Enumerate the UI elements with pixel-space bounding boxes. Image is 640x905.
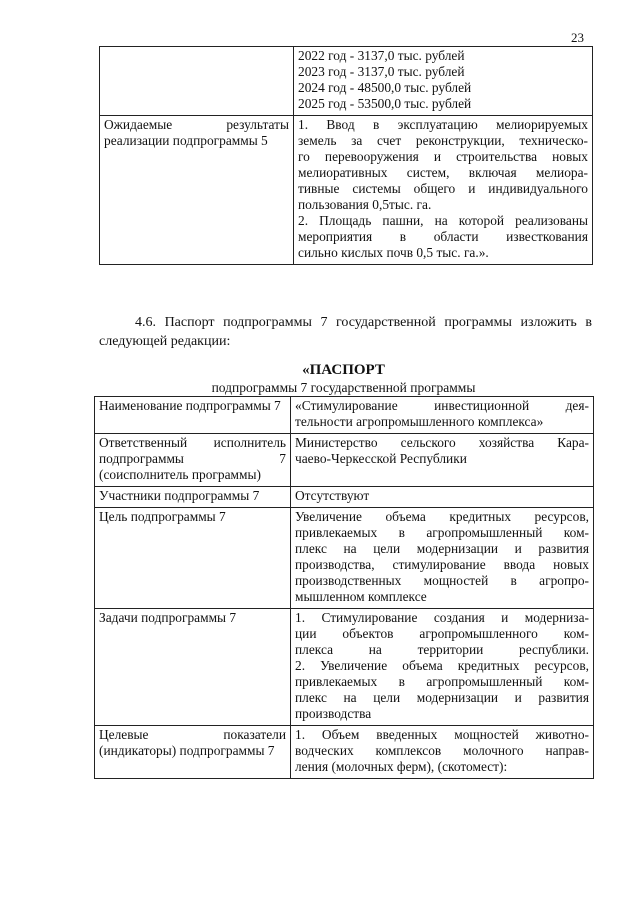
row-label: Участники подпрограммы 7 <box>95 487 291 508</box>
table-row <box>95 434 594 487</box>
passport-subtitle: подпрограммы 7 государственной программы <box>211 380 476 395</box>
table-row <box>95 508 594 609</box>
row-value <box>291 397 594 434</box>
text-line: чаево-Черкесской Республики <box>295 451 467 466</box>
text-line: мероприятия в области известкования <box>298 229 588 244</box>
text-line: мелиоративных систем, включая мелиора- <box>298 165 588 180</box>
text-line: 1. Стимулирование создания и модерниза- <box>295 610 589 625</box>
text-line: производства, стимулирование ввода новых <box>295 557 589 572</box>
row-value <box>291 434 594 487</box>
text-line: ления (молочных ферм), (скотомест): <box>295 759 508 774</box>
passport-table <box>94 396 594 779</box>
text-line: тельности агропромышленного комплекса» <box>295 414 544 429</box>
text-line: привлекаемых в агропромышленный ком- <box>295 674 589 689</box>
table-row <box>95 397 594 434</box>
text-line: 1. Объем введенных мощностей животно- <box>295 727 589 742</box>
text-line: го перевооружения и строительства новых <box>298 149 588 164</box>
row-label: Цель подпрограммы 7 <box>95 508 291 609</box>
table-row <box>100 116 593 265</box>
body-paragraph: 4.6. Паспорт подпрограммы 7 государственной программы изложить в следующей редакции: <box>99 315 592 349</box>
text-line: плекса на территории республики. <box>295 642 589 657</box>
text-line: мышленном комплексе <box>295 589 427 604</box>
text-line: плекс на цели модернизации и развития <box>295 690 589 705</box>
text-line: производственных мощностей в агропро- <box>295 573 589 588</box>
row-value <box>291 726 594 779</box>
passport-title: «ПАСПОРТ <box>302 362 385 378</box>
row-value <box>291 487 594 508</box>
text-line: 1. Ввод в эксплуатацию мелиорируемых <box>298 117 588 132</box>
page-number: 23 <box>571 30 584 45</box>
funding-line: 2022 год - 3137,0 тыс. рублей <box>298 48 465 63</box>
text-line: Министерство сельского хозяйства Кара- <box>295 435 589 450</box>
text-line: «Стимулирование инвестиционной дея- <box>295 398 589 413</box>
text-line: привлекаемых в агропромышленный ком- <box>295 525 589 540</box>
funding-line: 2025 год - 53500,0 тыс. рублей <box>298 96 472 111</box>
row-value <box>294 47 593 116</box>
text-line: Увеличение объема кредитных ресурсов, <box>295 509 589 524</box>
row-label: Наименование подпрограммы 7 <box>95 397 291 434</box>
text-line: 2. Увеличение объема кредитных ресурсов, <box>295 658 589 673</box>
row-label: Ожидаемые результаты реализации подпрограммы 5 <box>100 116 294 265</box>
row-label <box>100 47 294 116</box>
text-line: водческих комплексов молочного направ- <box>295 743 589 758</box>
table-row <box>95 609 594 726</box>
text-line: сильно кислых почв 0,5 тыс. га.». <box>298 245 489 260</box>
funding-continuation-table <box>99 46 593 265</box>
funding-line: 2023 год - 3137,0 тыс. рублей <box>298 64 465 79</box>
table-row <box>95 487 594 508</box>
row-value <box>294 116 593 265</box>
row-label: Ответственный исполнитель подпрограммы 7 (соисполнитель программы) <box>95 434 291 487</box>
table-row <box>95 726 594 779</box>
text-line: 2. Площадь пашни, на которой реализованы <box>298 213 588 228</box>
funding-line: 2024 год - 48500,0 тыс. рублей <box>298 80 472 95</box>
text-line: земель за счет реконструкции, техническо- <box>298 133 588 148</box>
table-row <box>100 47 593 116</box>
row-label: Целевые показатели (индикаторы) подпрограммы 7 <box>95 726 291 779</box>
text-line: пользования 0,5тыс. га. <box>298 197 432 212</box>
row-value <box>291 609 594 726</box>
row-label: Задачи подпрограммы 7 <box>95 609 291 726</box>
row-value <box>291 508 594 609</box>
text-line: производства <box>295 706 372 721</box>
text-line: Отсутствуют <box>295 488 370 503</box>
text-line: тивные системы общего и индивидуального <box>298 181 588 196</box>
text-line: ции объектов агропромышленного ком- <box>295 626 589 641</box>
text-line: плекс на цели модернизации и развития <box>295 541 589 556</box>
